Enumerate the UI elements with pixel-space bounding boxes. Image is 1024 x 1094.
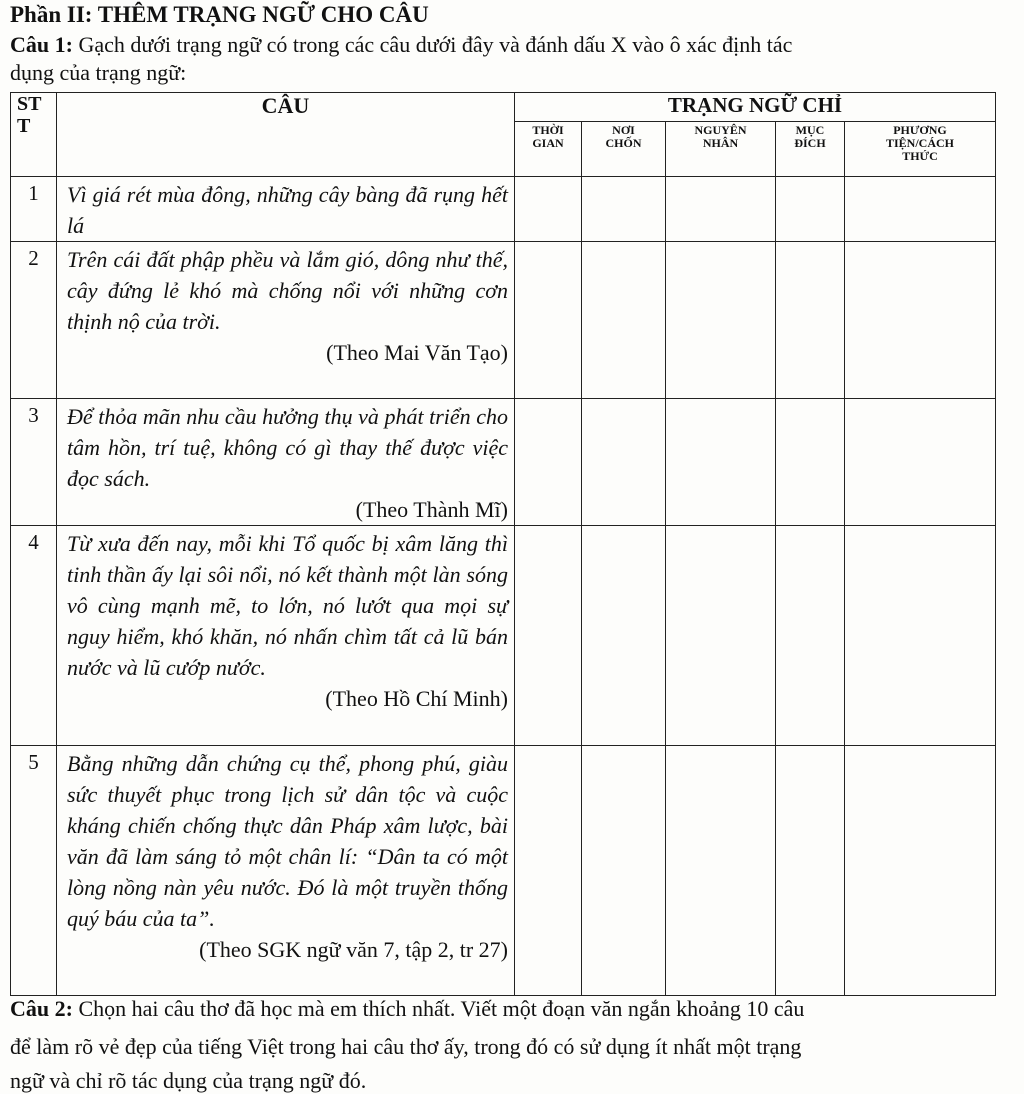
checkbox-cell-muc-dich[interactable] (776, 177, 845, 242)
row-sentence: Vì giá rét mùa đông, những cây bàng đã rụng hết lá (57, 177, 515, 242)
row-number: 3 (11, 399, 57, 526)
checkbox-cell-thoi-gian[interactable] (515, 242, 582, 399)
question1-label: Câu 1: (10, 32, 73, 57)
subheader-nguyen-nhan: NGUYÊN NHÂN (666, 122, 776, 177)
table-header-row (11, 93, 996, 122)
checkbox-cell-thoi-gian[interactable] (515, 399, 582, 526)
checkbox-cell-phuong-tien[interactable] (845, 242, 996, 399)
row-number: 5 (11, 746, 57, 996)
subheader-phuong-tien: PHƯƠNG TIỆN/CÁCH THỨC (845, 122, 996, 177)
question2-line3: ngữ và chỉ rõ tác dụng của trạng ngữ đó. (10, 1068, 367, 1093)
stt-header-line1: ST (17, 93, 42, 115)
table-row (11, 526, 996, 746)
subheader-thoi-gian: THỜI GIAN (515, 122, 582, 177)
table-row (11, 242, 996, 399)
table-row (11, 746, 996, 996)
question2-text-line1: Chọn hai câu thơ đã học mà em thích nhất. Viết một đoạn văn ngắn khoảng 10 câu (78, 996, 805, 1021)
checkbox-cell-noi-chon[interactable] (582, 526, 666, 746)
row-number: 4 (11, 526, 57, 746)
row-sentence: Bằng những dẫn chứng cụ thể, phong phú, giàu sức thuyết phục trong lịch sử dân tộc và cuộc kháng chiến chống thực dân Pháp xâm lược, bài văn đã làm sáng tỏ một chân lí: “Dân ta có một lòng nồng nàn yêu nước. Đó là một truyền thống quý báu của ta”. (Theo SGK ngữ văn 7, tập 2, tr 27) (57, 746, 515, 996)
row-number: 2 (11, 242, 57, 399)
stt-header (11, 93, 57, 177)
checkbox-cell-muc-dich[interactable] (776, 526, 845, 746)
question2-line2: để làm rõ vẻ đẹp của tiếng Việt trong hai câu thơ ấy, trong đó có sử dụng ít nhất một trạng (10, 1034, 802, 1059)
row-number: 1 (11, 177, 57, 242)
question2-line1 (10, 996, 804, 1022)
subheader-noi-chon: NƠI CHỐN (582, 122, 666, 177)
table-row (11, 399, 996, 526)
row-source: (Theo Thành Mĩ) (355, 497, 508, 522)
exercise-table (10, 92, 996, 996)
question2-label: Câu 2: (10, 996, 73, 1021)
checkbox-cell-muc-dich[interactable] (776, 746, 845, 996)
checkbox-cell-thoi-gian[interactable] (515, 746, 582, 996)
row-sentence: Từ xưa đến nay, mỗi khi Tổ quốc bị xâm lăng thì tinh thần ấy lại sôi nổi, nó kết thành một làn sóng vô cùng mạnh mẽ, to lớn, nó lướt qua mọi sự nguy hiểm, khó khăn, nó nhấn chìm tất cả lũ bán nước và lũ cướp nước. (Theo Hồ Chí Minh) (57, 526, 515, 746)
row-source: (Theo SGK ngữ văn 7, tập 2, tr 27) (199, 937, 508, 962)
checkbox-cell-thoi-gian[interactable] (515, 526, 582, 746)
checkbox-cell-thoi-gian[interactable] (515, 177, 582, 242)
row-sentence: Để thỏa mãn nhu cầu hưởng thụ và phát triển cho tâm hồn, trí tuệ, không có gì thay thế được việc đọc sách. (Theo Thành Mĩ) (57, 399, 515, 526)
section-heading: Phần II: THÊM TRẠNG NGỮ CHO CÂU (10, 2, 429, 27)
checkbox-cell-nguyen-nhan[interactable] (666, 177, 776, 242)
row-source: (Theo Mai Văn Tạo) (326, 340, 508, 365)
row-sentence: Trên cái đất phập phều và lắm gió, dông như thế, cây đứng lẻ khó mà chống nổi với những cơn thịnh nộ của trời. (Theo Mai Văn Tạo) (57, 242, 515, 399)
checkbox-cell-noi-chon[interactable] (582, 399, 666, 526)
checkbox-cell-phuong-tien[interactable] (845, 526, 996, 746)
cau-header: CÂU (57, 93, 515, 177)
trang-ngu-header: TRẠNG NGỮ CHỈ (515, 93, 996, 122)
table-row (11, 177, 996, 242)
row-source: (Theo Hồ Chí Minh) (325, 686, 508, 711)
checkbox-cell-phuong-tien[interactable] (845, 177, 996, 242)
checkbox-cell-nguyen-nhan[interactable] (666, 746, 776, 996)
question1-text-line1: Gạch dưới trạng ngữ có trong các câu dưới đây và đánh dấu X vào ô xác định tác (78, 32, 793, 57)
checkbox-cell-noi-chon[interactable] (582, 177, 666, 242)
checkbox-cell-nguyen-nhan[interactable] (666, 526, 776, 746)
subheader-muc-dich: MỤC ĐÍCH (776, 122, 845, 177)
checkbox-cell-noi-chon[interactable] (582, 746, 666, 996)
question1-line2: dụng của trạng ngữ: (10, 60, 187, 85)
checkbox-cell-nguyen-nhan[interactable] (666, 399, 776, 526)
stt-header-line2: T (17, 115, 31, 137)
checkbox-cell-noi-chon[interactable] (582, 242, 666, 399)
checkbox-cell-muc-dich[interactable] (776, 242, 845, 399)
checkbox-cell-phuong-tien[interactable] (845, 399, 996, 526)
question1-line1 (10, 32, 792, 58)
checkbox-cell-muc-dich[interactable] (776, 399, 845, 526)
checkbox-cell-nguyen-nhan[interactable] (666, 242, 776, 399)
checkbox-cell-phuong-tien[interactable] (845, 746, 996, 996)
